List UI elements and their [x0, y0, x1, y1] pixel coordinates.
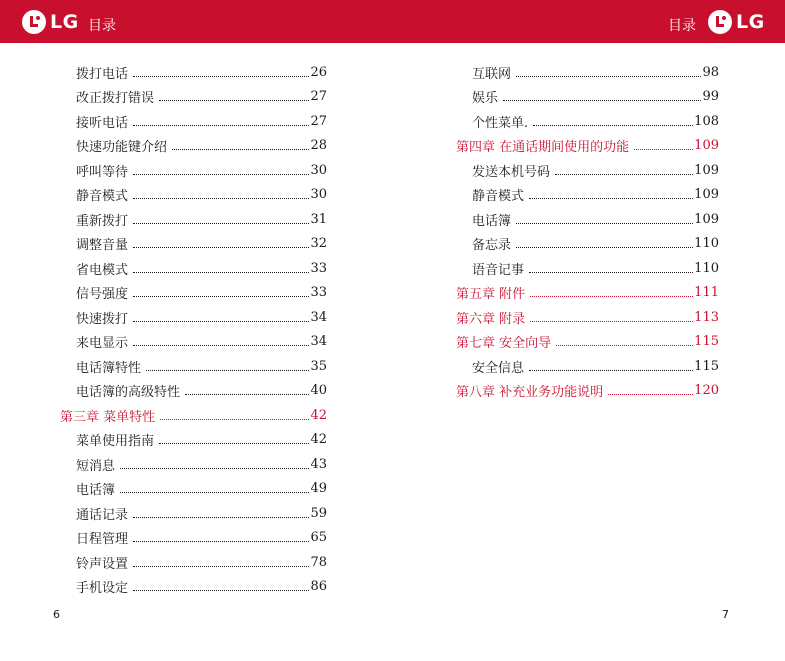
page-number-right: 7 [722, 608, 729, 621]
toc-entry-page: 99 [702, 89, 719, 105]
lg-logo-text: LG [736, 11, 765, 33]
toc-entry[interactable] [60, 379, 327, 404]
toc-entry-page: 42 [310, 407, 327, 423]
toc-entry[interactable] [60, 183, 327, 208]
toc-entry-page: 30 [310, 162, 327, 178]
toc-entry-page: 109 [694, 187, 719, 203]
toc-entry[interactable] [456, 109, 719, 134]
toc-entry[interactable] [60, 60, 327, 85]
toc-entry-label: 个性菜单. [472, 115, 529, 131]
toc-entry-label: 呼叫等待 [76, 164, 129, 180]
toc-entry-label: 电话簿 [472, 213, 512, 229]
toc-entry-page: 113 [694, 309, 719, 325]
toc-dot-leader [160, 419, 309, 420]
toc-entry-page: 65 [310, 530, 327, 546]
toc-entry-label: 日程管理 [76, 532, 129, 548]
toc-entry[interactable] [456, 232, 719, 257]
toc-entry-label: 备忘录 [472, 238, 512, 254]
toc-entry-label: 第三章 菜单特性 [60, 409, 156, 425]
toc-entry-page: 35 [310, 358, 327, 374]
toc-dot-leader [133, 198, 309, 199]
toc-dot-leader [516, 247, 693, 248]
toc-entry[interactable] [60, 526, 327, 551]
toc-dot-leader [133, 125, 309, 126]
toc-entry[interactable] [60, 109, 327, 134]
toc-right-column [456, 60, 719, 403]
toc-entry-label: 互联网 [472, 66, 512, 82]
toc-entry-label: 重新拨打 [76, 213, 129, 229]
toc-dot-leader [133, 76, 309, 77]
toc-entry-page: 33 [310, 260, 327, 276]
toc-entry-label: 第六章 附录 [456, 311, 526, 327]
toc-chapter-entry[interactable] [456, 305, 719, 330]
toc-dot-leader [503, 100, 701, 101]
toc-entry[interactable] [60, 330, 327, 355]
toc-entry-label: 快速拨打 [76, 311, 129, 327]
toc-dot-leader [516, 223, 693, 224]
lg-logo [22, 9, 79, 35]
toc-dot-leader [172, 149, 309, 150]
toc-entry[interactable] [60, 232, 327, 257]
toc-entry[interactable] [456, 354, 719, 379]
toc-dot-leader [530, 321, 693, 322]
toc-entry-label: 调整音量 [76, 238, 129, 254]
toc-entry[interactable] [60, 575, 327, 600]
toc-entry[interactable] [60, 207, 327, 232]
toc-dot-leader [133, 296, 309, 297]
toc-entry-label: 菜单使用指南 [76, 434, 155, 450]
toc-entry[interactable] [60, 452, 327, 477]
toc-dot-leader [634, 149, 693, 150]
toc-entry-page: 27 [310, 113, 327, 129]
toc-dot-leader [555, 174, 693, 175]
toc-entry[interactable] [60, 428, 327, 453]
toc-entry-page: 34 [310, 334, 327, 350]
toc-entry[interactable] [456, 256, 719, 281]
toc-left-column [60, 60, 327, 599]
toc-entry[interactable] [456, 158, 719, 183]
toc-dot-leader [556, 345, 693, 346]
toc-entry-page: 110 [694, 260, 719, 276]
toc-entry-page: 40 [310, 383, 327, 399]
toc-dot-leader [133, 174, 309, 175]
toc-chapter-entry[interactable] [60, 403, 327, 428]
toc-entry[interactable] [60, 305, 327, 330]
toc-entry-page: 109 [694, 211, 719, 227]
toc-dot-leader [516, 76, 701, 77]
toc-entry-page: 26 [310, 64, 327, 80]
toc-dot-leader [133, 321, 309, 322]
toc-entry-page: 33 [310, 285, 327, 301]
toc-dot-leader [133, 223, 309, 224]
toc-dot-leader [529, 272, 693, 273]
toc-dot-leader [133, 345, 309, 346]
toc-dot-leader [159, 100, 309, 101]
toc-entry[interactable] [60, 281, 327, 306]
toc-entry-page: 111 [694, 285, 719, 301]
toc-entry-label: 铃声设置 [76, 556, 129, 572]
toc-entry-page: 108 [694, 113, 719, 129]
lg-logo [708, 9, 765, 35]
lg-logo-text: LG [50, 11, 79, 33]
toc-entry-page: 78 [310, 554, 327, 570]
header-title-left: 目录 [88, 18, 116, 34]
toc-dot-leader [530, 296, 693, 297]
toc-entry-page: 27 [310, 89, 327, 105]
toc-entry-page: 30 [310, 187, 327, 203]
toc-entry-page: 31 [310, 211, 327, 227]
toc-dot-leader [529, 198, 693, 199]
toc-entry[interactable] [456, 207, 719, 232]
toc-dot-leader [120, 468, 309, 469]
toc-chapter-entry[interactable] [456, 134, 719, 159]
toc-entry-label: 短消息 [76, 458, 116, 474]
toc-entry-label: 电话簿 [76, 483, 116, 499]
toc-entry-page: 109 [694, 138, 719, 154]
toc-entry-page: 42 [310, 432, 327, 448]
toc-chapter-entry[interactable] [456, 379, 719, 404]
toc-entry-label: 手机设定 [76, 581, 129, 597]
toc-entry[interactable] [60, 501, 327, 526]
toc-entry-label: 通话记录 [76, 507, 129, 523]
toc-entry-label: 静音模式 [472, 189, 525, 205]
lg-logo-icon [708, 10, 732, 34]
toc-dot-leader [159, 443, 309, 444]
toc-entry[interactable] [60, 85, 327, 110]
toc-entry-label: 第五章 附件 [456, 287, 526, 303]
toc-entry[interactable] [60, 477, 327, 502]
toc-entry-label: 省电模式 [76, 262, 129, 278]
toc-dot-leader [608, 394, 693, 395]
toc-entry-label: 娱乐 [472, 91, 499, 107]
toc-dot-leader [133, 566, 309, 567]
toc-entry-label: 接听电话 [76, 115, 129, 131]
toc-dot-leader [133, 590, 309, 591]
toc-dot-leader [133, 247, 309, 248]
toc-entry-label: 第七章 安全向导 [456, 336, 552, 352]
header-bar [0, 0, 785, 43]
toc-entry-label: 快速功能键介绍 [76, 140, 168, 156]
toc-entry[interactable] [60, 158, 327, 183]
toc-dot-leader [146, 370, 309, 371]
lg-logo-icon [22, 10, 46, 34]
toc-dot-leader [133, 541, 309, 542]
toc-entry-label: 静音模式 [76, 189, 129, 205]
header-title-right: 目录 [668, 18, 696, 34]
toc-entry-page: 32 [310, 236, 327, 252]
toc-entry-page: 110 [694, 236, 719, 252]
toc-entry-label: 第八章 补充业务功能说明 [456, 385, 604, 401]
toc-chapter-entry[interactable] [456, 330, 719, 355]
toc-entry-label: 安全信息 [472, 360, 525, 376]
toc-entry-label: 第四章 在通话期间使用的功能 [456, 140, 630, 156]
toc-dot-leader [185, 394, 309, 395]
toc-entry-label: 电话簿特性 [76, 360, 142, 376]
toc-entry-label: 语音记事 [472, 262, 525, 278]
toc-entry-page: 49 [310, 481, 327, 497]
toc-entry-page: 115 [694, 358, 719, 374]
toc-dot-leader [533, 125, 693, 126]
toc-dot-leader [529, 370, 693, 371]
toc-chapter-entry[interactable] [456, 281, 719, 306]
page-number-left: 6 [53, 608, 60, 621]
toc-entry-label: 来电显示 [76, 336, 129, 352]
toc-entry-label: 信号强度 [76, 287, 129, 303]
toc-entry[interactable] [456, 183, 719, 208]
toc-entry[interactable] [60, 256, 327, 281]
toc-entry[interactable] [60, 550, 327, 575]
toc-dot-leader [133, 272, 309, 273]
toc-entry-page: 59 [310, 505, 327, 521]
toc-entry-page: 43 [310, 456, 327, 472]
toc-entry-page: 115 [694, 334, 719, 350]
toc-entry[interactable] [60, 354, 327, 379]
toc-dot-leader [133, 517, 309, 518]
toc-entry-label: 电话簿的高级特性 [76, 385, 181, 401]
toc-entry-label: 拨打电话 [76, 66, 129, 82]
toc-entry[interactable] [456, 60, 719, 85]
toc-entry-page: 28 [310, 138, 327, 154]
toc-entry-page: 109 [694, 162, 719, 178]
toc-entry-page: 86 [310, 579, 327, 595]
toc-entry-page: 98 [702, 64, 719, 80]
toc-entry[interactable] [456, 85, 719, 110]
toc-entry-label: 发送本机号码 [472, 164, 551, 180]
toc-entry[interactable] [60, 134, 327, 159]
toc-entry-page: 34 [310, 309, 327, 325]
toc-dot-leader [120, 492, 309, 493]
toc-entry-label: 改正拨打错误 [76, 91, 155, 107]
toc-entry-page: 120 [694, 383, 719, 399]
